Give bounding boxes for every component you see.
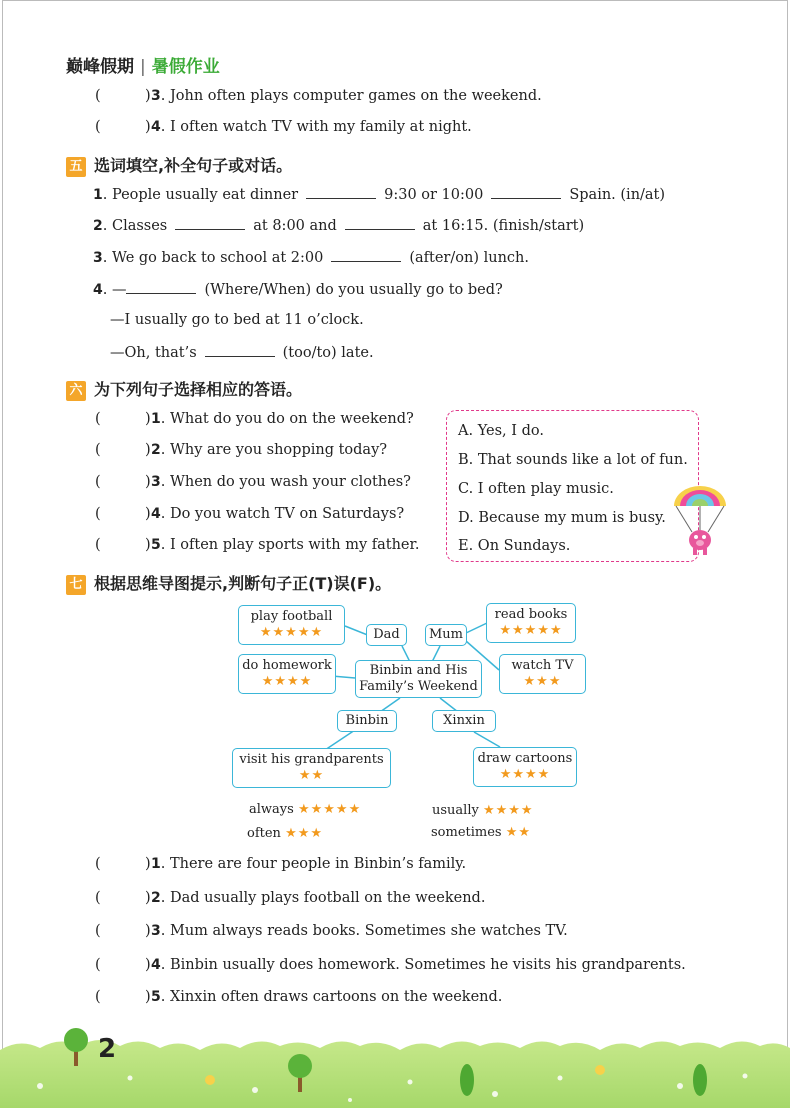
mindmap-node-play-football: play football ★★★★★ [238, 605, 345, 645]
mindmap-node-read-books: read books ★★★★★ [486, 603, 576, 643]
star-rating: ★★ [298, 768, 325, 783]
mindmap-node-xinxin: Xinxin [432, 710, 496, 732]
page-number: 2 [98, 1034, 117, 1064]
fill-blank-item: 2. Classes at 8:00 and at 16:15. (finish/start) [93, 218, 585, 234]
legend-item: often ★★★ [247, 826, 324, 841]
answer-option: A. Yes, I do. [458, 423, 544, 439]
mindmap-node-center: Binbin and His Family’s Weekend [355, 660, 482, 698]
mindmap-node-visit-grandparents: visit his grandparents ★★ [232, 748, 391, 788]
mindmap-node-draw-cartoons: draw cartoons ★★★★ [473, 747, 577, 787]
fill-blank-item: 1. People usually eat dinner 9:30 or 10:00 Spain. (in/at) [93, 187, 666, 203]
header-separator: | [140, 57, 146, 77]
star-rating: ★★★★★ [499, 623, 563, 638]
mindmap-node-dad: Dad [366, 624, 407, 646]
fill-blank-item: 3. We go back to school at 2:00 (after/on) lunch. [93, 250, 529, 266]
grass-footer-decoration [0, 1020, 790, 1108]
question-line: ( )2. Dad usually plays football on the weekend. [95, 890, 486, 906]
answer-option: C. I often play music. [458, 481, 614, 497]
question-line: ( )3. Mum always reads books. Sometimes she watches TV. [95, 923, 568, 939]
question-line: ( )1. There are four people in Binbin’s family. [95, 856, 467, 872]
question-line: ( )5. Xinxin often draws cartoons on the weekend. [95, 989, 503, 1005]
mindmap-node-watch-tv: watch TV ★★★ [499, 654, 586, 694]
answer-option: E. On Sundays. [458, 538, 571, 554]
star-rating: ★★★★★ [259, 625, 324, 640]
question-line: ( )5. I often play sports with my father. [95, 537, 420, 553]
answer-option: B. That sounds like a lot of fun. [458, 452, 688, 468]
answer-option: D. Because my mum is busy. [458, 510, 666, 526]
section-seven-heading: 七 根据思维导图提示,判断句子正(T)误(F)。 [66, 571, 391, 595]
question-line: ( )1. What do you do on the weekend? [95, 411, 414, 427]
legend-item: always ★★★★★ [249, 802, 362, 817]
section-six-heading: 六 为下列句子选择相应的答语。 [66, 377, 302, 401]
legend-item: usually ★★★★ [432, 803, 534, 818]
mindmap-node-mum: Mum [425, 624, 467, 646]
dialogue-line: —I usually go to bed at 11 o’clock. [110, 312, 364, 328]
question-line: ( )4. Binbin usually does homework. Sometimes he visits his grandparents. [95, 957, 686, 973]
star-rating: ★★★★ [261, 674, 313, 689]
mindmap-node-do-homework: do homework ★★★★ [238, 654, 336, 694]
dialogue-line: —Oh, that’s (too/to) late. [110, 345, 374, 361]
section-badge: 七 [66, 575, 86, 595]
question-line: ( )4. I often watch TV with my family at night. [95, 119, 472, 135]
book-subtitle: 暑假作业 [151, 57, 220, 77]
star-rating: ★★★★ [499, 767, 551, 782]
section-five-heading: 五 选词填空,补全句子或对话。 [66, 153, 292, 177]
legend-item: sometimes ★★ [431, 825, 532, 840]
question-line: ( )3. When do you wash your clothes? [95, 474, 411, 490]
fill-blank-item: 4. — (Where/When) do you usually go to bed? [93, 282, 503, 298]
section-badge: 六 [66, 381, 86, 401]
question-line: ( )3. John often plays computer games on the weekend. [95, 88, 542, 104]
book-title: 巅峰假期 [66, 57, 134, 77]
question-line: ( )4. Do you watch TV on Saturdays? [95, 506, 405, 522]
question-line: ( )2. Why are you shopping today? [95, 442, 388, 458]
star-rating: ★★★ [523, 674, 562, 689]
mindmap-node-binbin: Binbin [337, 710, 397, 732]
section-badge: 五 [66, 157, 86, 177]
